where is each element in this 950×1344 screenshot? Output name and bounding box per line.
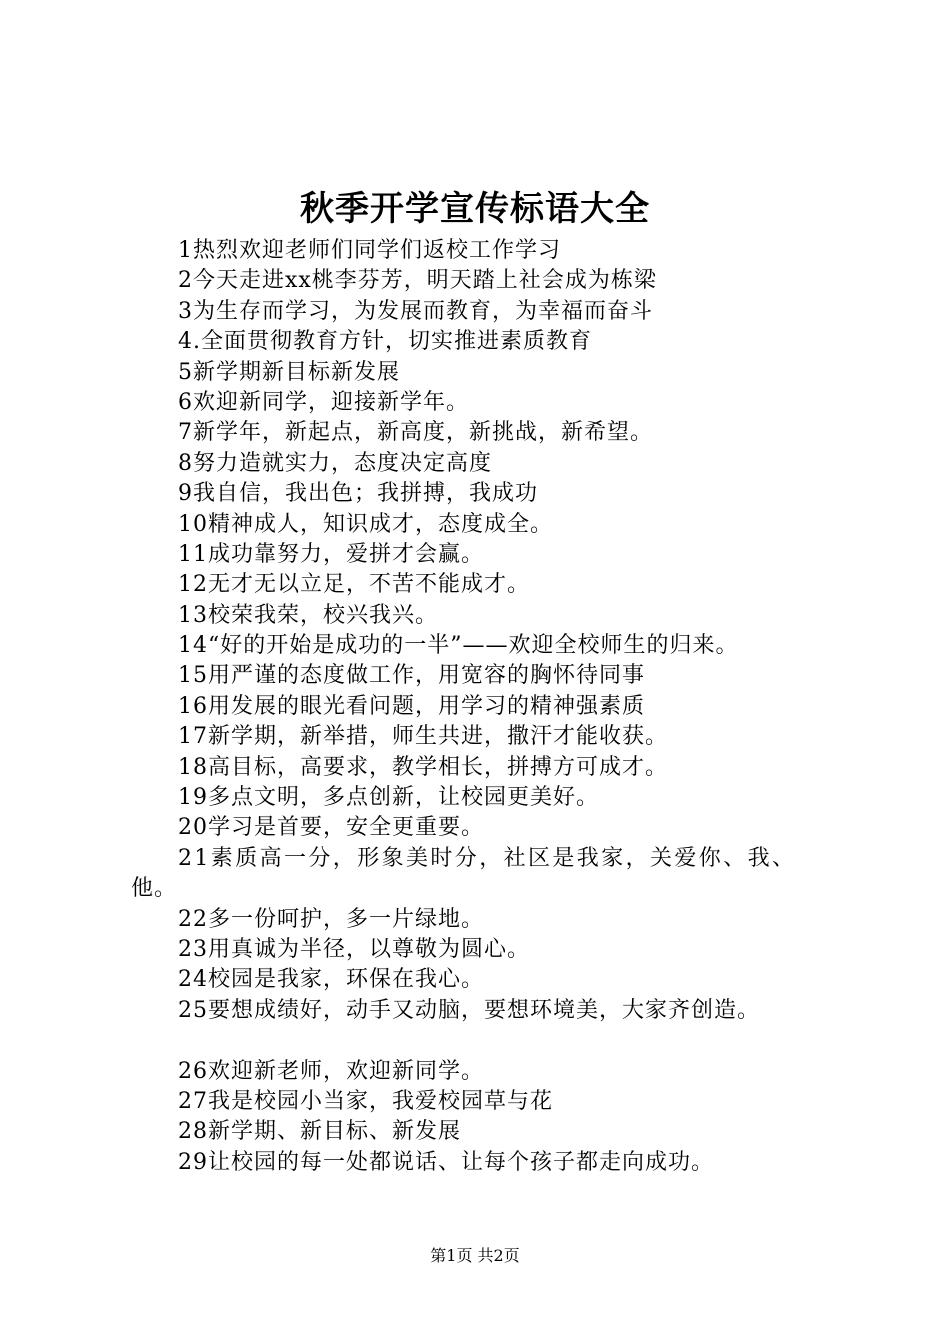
slogan-line: 8努力造就实力，态度决定高度 bbox=[178, 450, 492, 476]
slogan-line: 1热烈欢迎老师们同学们返校工作学习 bbox=[178, 238, 561, 263]
slogan-line-wrapped-first: 21素质高一分，形象美时分，社区是我家，关爱你、我、 bbox=[178, 845, 797, 871]
slogan-line: 24校园是我家，环保在我心。 bbox=[178, 967, 484, 993]
slogan-line: 25要想成绩好，动手又动脑，要想环境美，大家齐创造。 bbox=[178, 997, 760, 1023]
slogan-line: 2今天走进xx桃李芬芳，明天踏上社会成为栋梁 bbox=[178, 268, 657, 294]
slogan-line: 22多一份呵护，多一片绿地。 bbox=[178, 906, 484, 932]
slogan-line: 26欢迎新老师，欢迎新同学。 bbox=[178, 1058, 484, 1084]
slogan-line: 17新学期，新举措，师生共进，撒汗才能收获。 bbox=[178, 724, 668, 750]
slogan-line: 18高目标，高要求，教学相长，拼搏方可成才。 bbox=[178, 754, 668, 780]
slogan-line: 16用发展的眼光看问题，用学习的精神强素质 bbox=[178, 693, 645, 719]
page-number-footer: 第1页 共2页 bbox=[430, 1246, 520, 1265]
slogan-line: 14“好的开始是成功的一半”——欢迎全校师生的归来。 bbox=[178, 633, 739, 659]
slogan-line: 23用真诚为半径，以尊敬为圆心。 bbox=[178, 936, 530, 962]
slogan-line: 12无才无以立足，不苦不能成才。 bbox=[178, 572, 530, 598]
slogan-line: 3为生存而学习，为发展而教育，为幸福而奋斗 bbox=[178, 298, 653, 324]
slogan-line-wrapped-second: 他。 bbox=[131, 876, 178, 902]
slogan-line: 9我自信，我出色；我拼搏，我成功 bbox=[178, 481, 538, 507]
slogan-line: 29让校园的每一处都说话、让每个孩子都走向成功。 bbox=[178, 1149, 714, 1175]
slogan-line: 20学习是首要，安全更重要。 bbox=[178, 815, 484, 841]
slogan-line: 19多点文明，多点创新，让校园更美好。 bbox=[178, 785, 599, 811]
slogan-line: 6欢迎新同学，迎接新学年。 bbox=[178, 389, 469, 415]
slogan-line: 7新学年，新起点，新高度，新挑战，新希望。 bbox=[178, 420, 653, 446]
slogan-line: 11成功靠努力，爱拼才会赢。 bbox=[178, 541, 484, 567]
slogan-list bbox=[131, 236, 831, 1178]
slogan-line: 10精神成人，知识成才，态度成全。 bbox=[178, 511, 553, 537]
slogan-line: 13校荣我荣，校兴我兴。 bbox=[178, 602, 438, 628]
slogan-line: 4.全面贯彻教育方针，切实推进素质教育 bbox=[178, 329, 592, 355]
blank-line bbox=[131, 1026, 831, 1056]
slogan-line: 28新学期、新目标、新发展 bbox=[178, 1119, 461, 1145]
slogan-line: 27我是校园小当家，我爱校园草与花 bbox=[178, 1088, 553, 1114]
slogan-line: 15用严谨的态度做工作，用宽容的胸怀待同事 bbox=[178, 663, 645, 689]
document-title: 秋季开学宣传标语大全 bbox=[300, 189, 650, 229]
slogan-line: 5新学期新目标新发展 bbox=[178, 359, 400, 385]
